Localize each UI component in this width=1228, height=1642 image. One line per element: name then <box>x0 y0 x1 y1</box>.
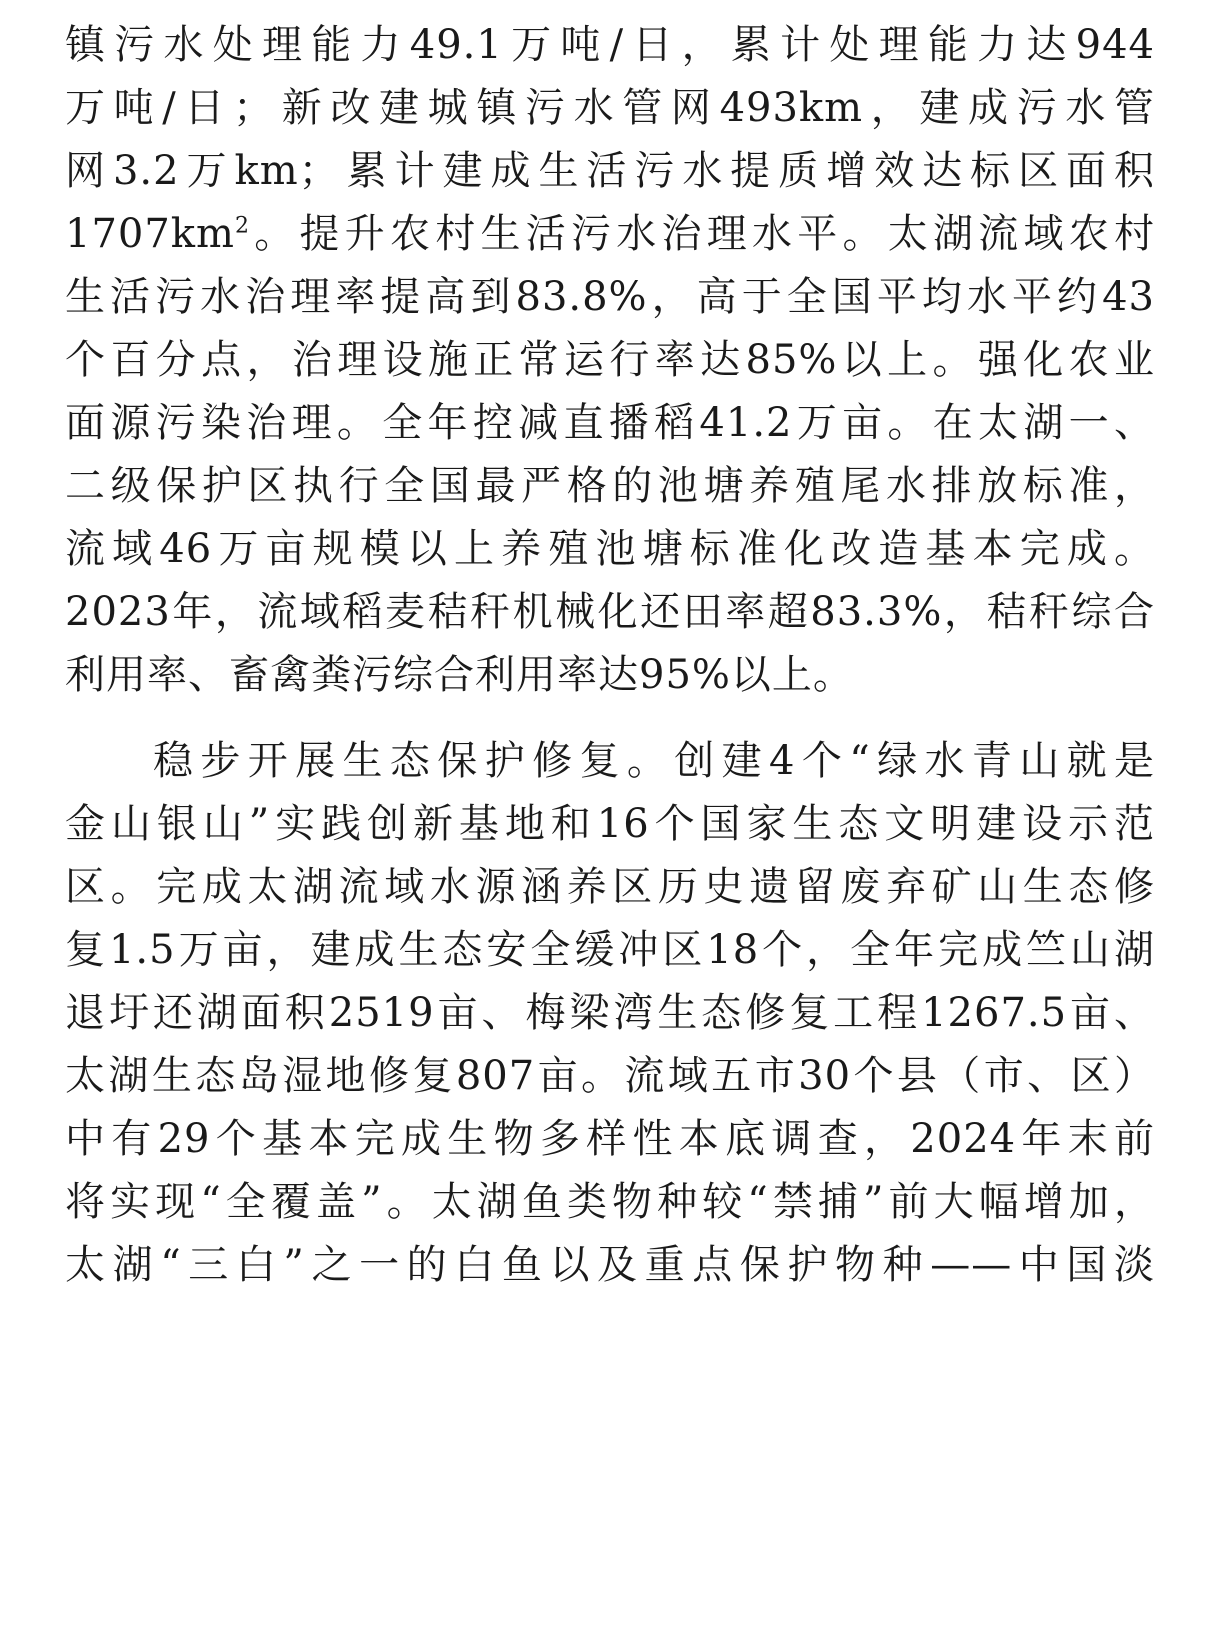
text-line: 金山银山”实践创新基地和16个国家生态文明建设示范 <box>65 801 1155 847</box>
text-line: 中有29个基本完成生物多样性本底调查，2024年末前 <box>65 1116 1155 1162</box>
text-line: 流域46万亩规模以上养殖池塘标准化改造基本完成。 <box>65 526 1155 572</box>
text-line: 万吨/日；新改建城镇污水管网493km，建成污水管 <box>65 85 1155 131</box>
paragraph-ecological-restoration <box>65 730 1155 1297</box>
document-page <box>65 14 1155 1297</box>
text-line: 退圩还湖面积2519亩、梅梁湾生态修复工程1267.5亩、 <box>65 990 1155 1036</box>
text-line: 二级保护区执行全国最严格的池塘养殖尾水排放标准， <box>65 463 1155 509</box>
paragraph-pollution-control <box>65 14 1155 707</box>
text-fragment: 。提升农村生活污水治理水平。太湖流域农村 <box>249 211 1155 257</box>
text-line: 利用率、畜禽粪污综合利用率达95%以上。 <box>65 652 854 698</box>
text-line: 复1.5万亩，建成生态安全缓冲区18个，全年完成竺山湖 <box>65 927 1155 973</box>
text-line: 面源污染治理。全年控减直播稻41.2万亩。在太湖一、 <box>65 400 1155 446</box>
text-line: 太湖生态岛湿地修复807亩。流域五市30个县（市、区） <box>65 1053 1155 1099</box>
text-line: 生活污水治理率提高到83.8%，高于全国平均水平约43 <box>65 274 1155 320</box>
text-line: 将实现“全覆盖”。太湖鱼类物种较“禁捕”前大幅增加， <box>65 1179 1155 1225</box>
text-line: 区。完成太湖流域水源涵养区历史遗留废弃矿山生态修 <box>65 864 1155 910</box>
superscript: 2 <box>234 213 250 239</box>
paragraph-spacer <box>65 707 1155 730</box>
text-line: 镇污水处理能力49.1万吨/日，累计处理能力达944 <box>65 22 1155 68</box>
text-line: 网3.2万km；累计建成生活污水提质增效达标区面积 <box>65 148 1155 194</box>
text-line: 太湖“三白”之一的白鱼以及重点保护物种——中国淡 <box>65 1242 1155 1288</box>
area-value: 1707km <box>65 211 235 257</box>
text-line: 稳步开展生态保护修复。创建4个“绿水青山就是 <box>153 738 1155 784</box>
text-line: 个百分点，治理设施正常运行率达85%以上。强化农业 <box>65 337 1155 383</box>
text-line: 2023年，流域稻麦秸秆机械化还田率超83.3%，秸秆综合 <box>65 589 1155 635</box>
text-line-with-superscript <box>65 203 1155 266</box>
